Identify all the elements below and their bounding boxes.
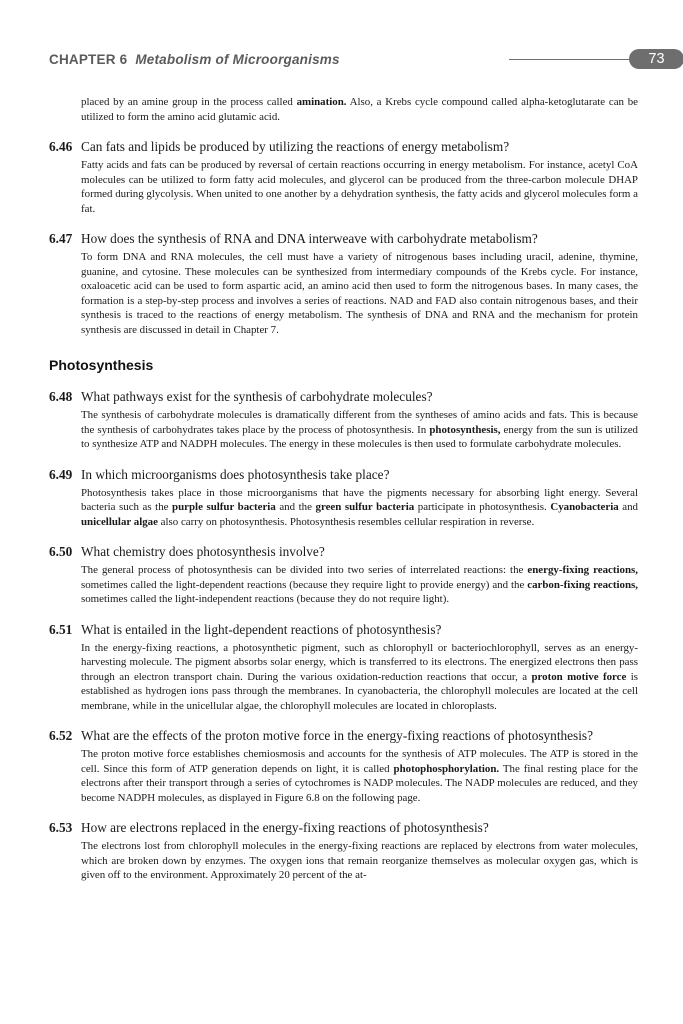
question-text: How does the synthesis of RNA and DNA interweave with carbohydrate metabolism? — [81, 231, 538, 246]
answer: The proton motive force establishes chemiosmosis and accounts for the synthesis of ATP molecules. The ATP is stored in the cell. Since this form of ATP generation depends on light, it is called photophosphorylation. The final resting place for the electrons after their transport through a series of cytochromes is NADP molecules. The NADP molecules are reduced, and they become NADPH molecules, as displayed in Figure 6.8 on the following page. — [81, 748, 638, 804]
question-number: 6.46 — [49, 139, 73, 154]
page-body — [49, 95, 638, 883]
question-text: In which microorganisms does photosynthesis take place? — [81, 466, 390, 482]
answer: The electrons lost from chlorophyll molecules in the energy-fixing reactions are replaced by electrons from water molecules, which are broken down by enzymes. The oxygen ions that remain reorganize themselves as molecular oxygen gas, which is given off to the environment. Approximately 20 percent of the at- — [81, 840, 638, 881]
term-unicellular-algae: unicellular algae — [81, 515, 158, 528]
term-amination: amination. — [296, 96, 347, 108]
term-cyanobacteria: Cyanobacteria — [550, 501, 619, 513]
answer: The synthesis of carbohydrate molecules is dramatically different from the syntheses of amino acids and fats. This is because the synthesis of carbohydrates takes place by the process of photosynthesis. In photosynthesis, energy from the sun is utilized to synthesize ATP and NADPH molecules. The energy in these molecules is then used to formulate carbohydrate molecules. — [81, 409, 638, 450]
question — [49, 466, 638, 483]
term-carbon-fixing-reactions: carbon-fixing reactions, — [527, 578, 639, 591]
question-number: 6.49 — [49, 466, 73, 482]
qa-6-46 — [49, 138, 638, 216]
question — [49, 727, 638, 744]
intro-paragraph-block — [49, 95, 638, 124]
question — [49, 621, 638, 638]
header-rule — [509, 59, 629, 60]
question-number: 6.53 — [49, 820, 73, 835]
answer: Photosynthesis takes place in those microorganisms that have the pigments necessary for absorbing light energy. Several bacteria such as the purple sulfur bacteria and the green sulfur bacteria participate in photosynthesis. Cyanobacteria and unicellular algae also carry on photosynthesis. Photosynthesis resembles cellular respiration in reverse. — [81, 486, 638, 528]
term-purple-sulfur-bacteria: purple sulfur bacteria — [172, 501, 276, 513]
question — [49, 138, 638, 155]
question-text: What pathways exist for the synthesis of carbohydrate molecules? — [81, 389, 433, 404]
question-text: How are electrons replaced in the energy-fixing reactions of photosynthesis? — [81, 820, 489, 835]
chapter-number: CHAPTER 6 — [49, 52, 128, 67]
chapter-label — [49, 52, 340, 67]
question — [49, 819, 638, 836]
chapter-title: Metabolism of Microorganisms — [135, 52, 340, 67]
qa-6-49 — [49, 466, 638, 530]
question-number: 6.51 — [49, 621, 73, 637]
question — [49, 230, 638, 247]
term-energy-fixing-reactions: energy-fixing reactions, — [527, 564, 639, 576]
term-green-sulfur-bacteria: green sulfur bacteria — [315, 501, 415, 513]
qa-6-48 — [49, 388, 638, 452]
running-header — [49, 49, 665, 71]
answer: In the energy-fixing reactions, a photosynthetic pigment, such as chlorophyll or bacteriochlorophyll, serves as an energy-harvesting molecule. The pigment absorbs solar energy, which is transferred to its electrons. The energized electrons then pass through an electron transport chain. During the various oxidation-reduction reactions that occur, a proton motive force is established as hydrogen ions pass through the membranes. In cyanobacteria, the chlorophyll molecules are located at the cell membrane, while in the unicellular algae, the chlorophyll molecules are located in chloroplasts. — [81, 641, 638, 712]
term-photophosphorylation: photophosphorylation. — [393, 762, 500, 775]
question-text: What chemistry does photosynthesis involve? — [81, 544, 325, 559]
answer: The general process of photosynthesis can be divided into two series of interrelated reactions: the energy-fixing reactions, sometimes called the light-dependent reactions (because they require light to provide energy) and the carbon-fixing reactions, sometimes called the light-independent reactions (because they do not require light). — [81, 564, 639, 605]
section-heading-photosynthesis: Photosynthesis — [49, 357, 154, 373]
answer: Fatty acids and fats can be produced by reversal of certain reactions occurring in energy metabolism. For instance, acetyl CoA molecules can be utilized to form fatty acid molecules, and glycerol can be produced from the three-carbon molecule DHAP formed during glycolysis. When united to one another by a dehydration synthesis, the fatty acids and glycerol molecules form a fat. — [81, 159, 638, 215]
question-number: 6.48 — [49, 389, 73, 404]
qa-6-50 — [49, 543, 638, 607]
answer: To form DNA and RNA molecules, the cell must have a variety of nitrogenous bases including uracil, adenine, thymine, guanine, and cytosine. These molecules can be synthesized from intermediary compounds of the Krebs cycle. For instance, oxaloacetic acid can be used to form aspartic acid, an amino acid then used to form the nitrogenous bases. In many cases, the formation is a step-by-step process and involves a series of reactions. NAD and FAD also contain nitrogenous bases, and their synthesis is traced to the reactions of energy metabolism. The synthesis of DNA and RNA and the mechanism for protein synthesis are discussed in detail in Chapter 7. — [81, 251, 638, 336]
question-text: What is entailed in the light-dependent reactions of photosynthesis? — [81, 621, 442, 637]
page-number: 73 — [629, 49, 683, 69]
qa-6-52 — [49, 727, 638, 805]
term-photosynthesis: photosynthesis, — [429, 423, 501, 436]
qa-6-47 — [49, 230, 638, 337]
question — [49, 543, 638, 560]
qa-6-53 — [49, 819, 638, 883]
intro-paragraph: placed by an amine group in the process called amination. Also, a Krebs cycle compound called alpha-ketoglutarate can be utilized to form the amino acid glutamic acid. — [81, 96, 638, 123]
question-text: What are the effects of the proton motive force in the energy-fixing reactions of photosynthesis? — [81, 728, 594, 743]
qa-6-51 — [49, 621, 638, 714]
question-number: 6.47 — [49, 231, 73, 246]
term-proton-motive-force: proton motive force — [531, 670, 627, 683]
question-number: 6.52 — [49, 728, 73, 743]
question-text: Can fats and lipids be produced by utilizing the reactions of energy metabolism? — [81, 139, 510, 154]
question-number: 6.50 — [49, 544, 73, 559]
question — [49, 388, 638, 405]
